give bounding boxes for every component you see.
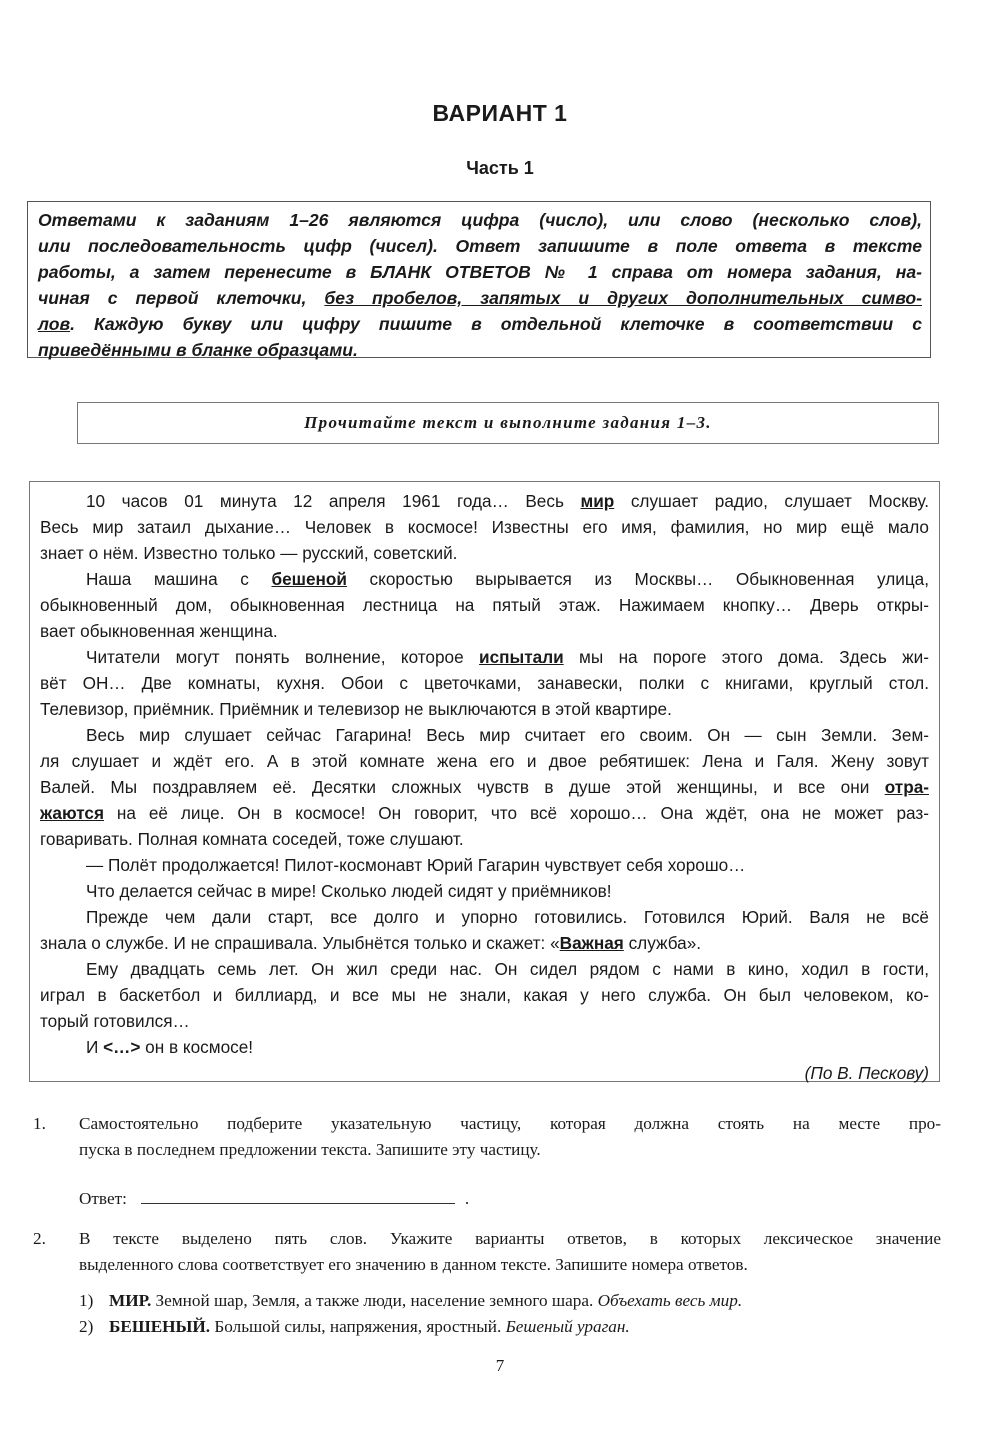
text-line: знала о службе. И не спрашивала. Улыбнётся только и скажет: «Важная служба». [40,933,702,953]
task-number: 2. [33,1229,46,1248]
gap-marker: <…> [103,1037,141,1057]
task-body [79,1111,941,1163]
reading-prompt: Прочитайте текст и выполните задания 1–3. [77,402,939,444]
text-line: 10 часов 01 минута 12 апреля 1961 года… Весь мир слушает радио, слушает Москву. [86,491,929,511]
text-line: играл в баскетбол и биллиард, и все мы не знали, какая у него служба. Он был человеком, ко- [40,985,929,1005]
text-line: Читатели могут понять волнение, которое испытали мы на пороге этого дома. Здесь жи- [86,647,929,667]
page-number: 7 [495,1356,505,1375]
text-line: говаривать. Полная комната соседей, тоже слушают. [40,829,464,849]
instructions-line: приведёнными в бланке образцами. [38,340,358,360]
instructions-line: Ответами к заданиям 1–26 являются цифра (число), или слово (несколько слов), [38,210,922,230]
highlighted-word: испытали [479,647,564,667]
highlighted-word: мир [580,491,615,511]
text-line: Наша машина с бешеной скоростью вырывается из Москвы… Обыкновенная улица, [86,569,929,589]
text-line: Прежде чем дали старт, все долго и упорно готовились. Готовился Юрий. Валя не всё [86,907,929,927]
text-line: Что делается сейчас в мире! Сколько людей сидят у приёмников! [86,881,612,901]
instructions-line: или последовательность цифр (чисел). Ответ запишите в поле ответа в тексте [38,236,922,256]
text-line: Весь мир слушает сейчас Гагарина! Весь мир считает его своим. Он — сын Земли. Зем- [86,725,929,745]
highlighted-word: Важная [559,933,624,953]
answer-option: 2) БЕШЕНЫЙ. Большой силы, напряжения, яростный. Бешеный ураган. [79,1317,630,1336]
text-line: вёт ОН… Две комнаты, кухня. Обои с цветочками, занавески, полки с книгами, круглый стол. [40,673,929,693]
task-line: Самостоятельно подберите указательную частицу, которая должна стоять на месте про- [79,1114,941,1133]
text-line: Телевизор, приёмник. Приёмник и телевизор не выключаются в этой квартире. [40,699,672,719]
task-number: 1. [33,1114,46,1133]
task-2 [33,1226,943,1346]
answer-period: . [464,1189,470,1208]
answer-label: Ответ: [79,1189,127,1208]
task-line: выделенного слова соответствует его значению в данном тексте. Запишите номера ответов. [79,1255,748,1274]
text-line: ля слушает и ждёт его. А в этой комнате жена его и двое ребятишек: Лена и Галя. Жену зовут [40,751,929,771]
text-line: торый готовился… [40,1011,190,1031]
instructions-line [38,311,922,337]
text-line: жаются на её лице. Он в космосе! Он говорит, что всё хорошо… Она ждёт, она не может раз- [40,803,929,823]
text-line: Валей. Мы поздравляем её. Десятки сложных чувств в душе этой женщины, и все они отра- [40,777,929,797]
highlighted-word: жаются [40,803,104,823]
highlighted-word: бешеной [271,569,347,589]
task-1 [33,1111,943,1208]
text-line: Весь мир затаил дыхание… Человек в космосе! Известны его имя, фамилия, но мир ещё мало [40,517,929,537]
answer-option: 1) МИР. Земной шар, Земля, а также люди, население земного шара. Объехать весь мир. [79,1291,743,1310]
text-line: — Полёт продолжается! Пилот-космонавт Юрий Гагарин чувствует себя хорошо… [86,855,746,875]
text-line: знает о нём. Известно только — русский, советский. [40,543,458,563]
part-title: Часть 1 [466,158,534,178]
task-line: В тексте выделено пять слов. Укажите варианты ответов, в которых лексическое значение [79,1229,941,1248]
instructions-box [27,201,931,358]
highlighted-word: отра- [884,777,929,797]
text-line: И <…> он в космосе! [86,1037,254,1057]
task-line: пуска в последнем предложении текста. Запишите эту частицу. [79,1140,541,1159]
text-source: (По В. Пескову) [804,1063,929,1083]
text-line: обыкновенный дом, обыкновенная лестница на пятый этаж. Нажимаем кнопку… Дверь откры- [40,595,929,615]
instructions-text: чиная с первой клеточки, [38,288,325,308]
instructions-text: . Каждую букву или цифру пишите в отдельной клеточке в соответствии с [70,314,922,334]
reading-text-box [29,481,940,1082]
instructions-line [38,285,922,311]
text-line: вает обыкновенная женщина. [40,621,278,641]
variant-title: ВАРИАНТ 1 [432,100,568,126]
text-line: Ему двадцать семь лет. Он жил среди нас. Он сидел рядом с нами в кино, ходил в гости, [86,959,929,979]
instructions-line: работы, а затем перенесите в БЛАНК ОТВЕТОВ № 1 справа от номера задания, на- [38,262,922,282]
instructions-underlined: без пробелов, запятых и других дополнительных симво- [324,288,922,308]
instructions-underlined: лов [38,314,71,334]
answer-row [79,1185,469,1212]
answer-field[interactable] [141,1185,455,1204]
task-body [79,1226,941,1340]
